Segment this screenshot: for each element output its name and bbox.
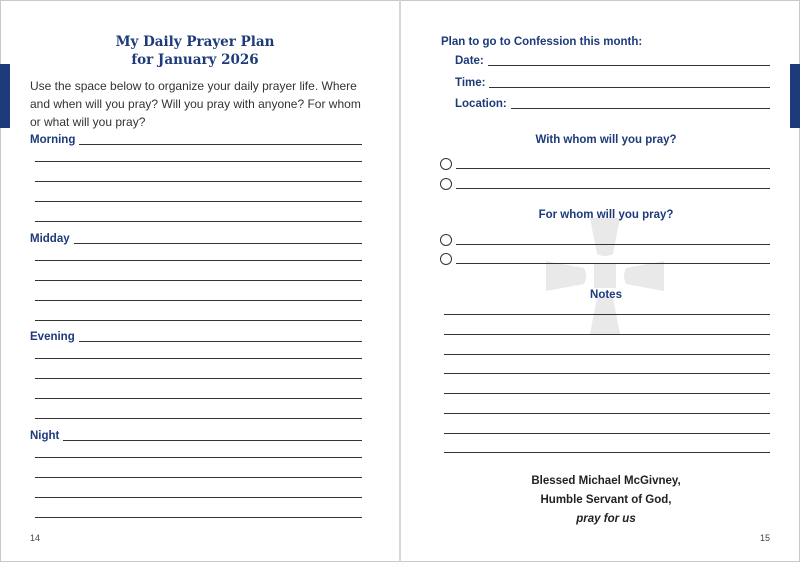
date-input-line[interactable] — [488, 65, 770, 66]
writing-line[interactable] — [35, 320, 362, 321]
blessed-line-3: pray for us — [576, 513, 636, 525]
writing-line[interactable] — [456, 244, 770, 245]
writing-line[interactable] — [456, 188, 770, 189]
with-whom-heading: With whom will you pray? — [535, 134, 677, 146]
section-label: Midday — [30, 233, 70, 245]
time-field — [455, 76, 770, 90]
with-whom-row — [440, 176, 770, 190]
writing-line[interactable] — [35, 477, 362, 478]
location-input-line[interactable] — [511, 108, 770, 109]
section-label: Morning — [30, 134, 76, 146]
writing-line[interactable] — [456, 263, 770, 264]
section-night — [30, 429, 362, 443]
section-label: Night — [30, 430, 60, 442]
date-label: Date: — [455, 55, 484, 67]
page-title — [30, 33, 360, 69]
notes-heading: Notes — [590, 289, 622, 301]
writing-line[interactable] — [35, 260, 362, 261]
writing-line[interactable] — [79, 144, 362, 145]
title-line-1: My Daily Prayer Plan — [115, 34, 275, 50]
notes-line[interactable] — [444, 413, 770, 414]
page-number: 14 — [30, 533, 41, 543]
blessed-prayer — [441, 472, 771, 529]
time-label: Time: — [455, 77, 486, 89]
for-whom-row — [440, 251, 770, 265]
writing-line[interactable] — [35, 221, 362, 222]
date-field — [455, 54, 770, 68]
notes-line[interactable] — [444, 314, 770, 315]
writing-line[interactable] — [35, 418, 362, 419]
intro-text: Use the space below to organize your daily prayer life. Where and when will you pray? Will you pray with anyone? For whom or what will you pray? — [30, 79, 361, 129]
checkbox-circle-icon[interactable] — [440, 178, 452, 190]
location-field — [455, 97, 770, 111]
blessed-line-1: Blessed Michael McGivney, — [531, 475, 681, 487]
for-whom-row — [440, 232, 770, 246]
notes-line[interactable] — [444, 354, 770, 355]
confession-title: Plan to go to Confession this month: — [441, 36, 643, 48]
blessed-line-2: Humble Servant of God, — [540, 494, 672, 506]
writing-line[interactable] — [35, 398, 362, 399]
writing-line[interactable] — [79, 341, 362, 342]
checkbox-circle-icon[interactable] — [440, 253, 452, 265]
page-number: 15 — [760, 533, 771, 543]
notes-line[interactable] — [444, 373, 770, 374]
notes-line[interactable] — [444, 433, 770, 434]
checkbox-circle-icon[interactable] — [440, 234, 452, 246]
writing-line[interactable] — [35, 497, 362, 498]
notes-line[interactable] — [444, 452, 770, 453]
right-page — [401, 0, 800, 562]
writing-line[interactable] — [35, 181, 362, 182]
title-line-2: for January 2026 — [131, 52, 259, 68]
writing-line[interactable] — [35, 280, 362, 281]
with-whom-row — [440, 156, 770, 170]
left-page — [0, 0, 399, 562]
writing-line[interactable] — [63, 440, 362, 441]
writing-line[interactable] — [35, 358, 362, 359]
writing-line[interactable] — [35, 378, 362, 379]
writing-line[interactable] — [35, 161, 362, 162]
section-label: Evening — [30, 331, 75, 343]
writing-line[interactable] — [35, 201, 362, 202]
notes-line[interactable] — [444, 334, 770, 335]
checkbox-circle-icon[interactable] — [440, 158, 452, 170]
writing-line[interactable] — [74, 243, 362, 244]
section-morning — [30, 133, 362, 147]
location-label: Location: — [455, 98, 507, 110]
notes-line[interactable] — [444, 393, 770, 394]
writing-line[interactable] — [456, 168, 770, 169]
writing-line[interactable] — [35, 300, 362, 301]
for-whom-heading: For whom will you pray? — [538, 209, 674, 221]
section-midday — [30, 232, 362, 246]
section-evening — [30, 330, 362, 344]
writing-line[interactable] — [35, 457, 362, 458]
time-input-line[interactable] — [489, 87, 770, 88]
writing-line[interactable] — [35, 517, 362, 518]
